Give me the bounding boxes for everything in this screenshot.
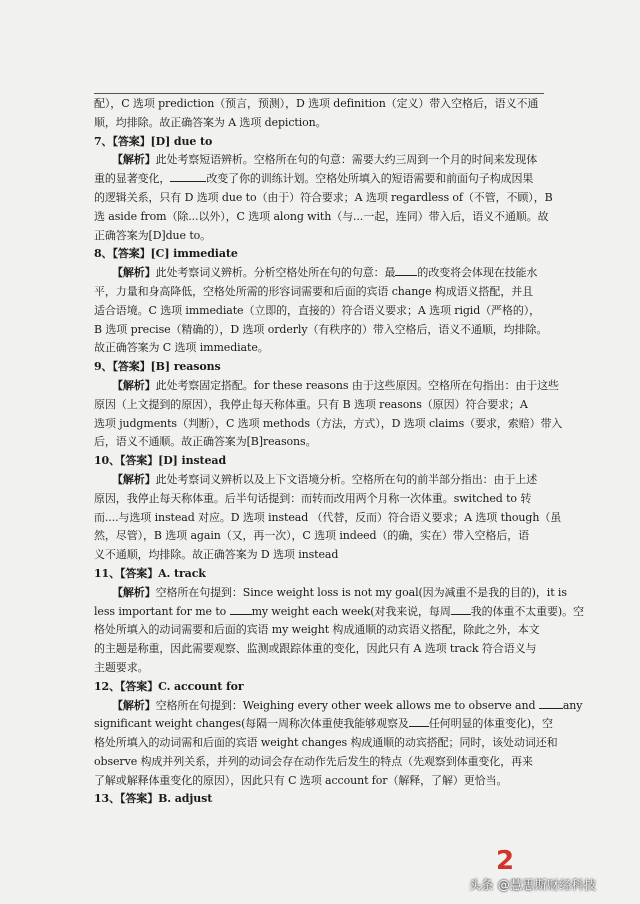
text-span: 配），C 选项 prediction（预言，预测），D 选项 definition（定义）带入空格后，语义不通 (94, 97, 539, 110)
answer-heading (94, 452, 546, 471)
analysis-label: 【解析】 (112, 378, 156, 392)
text-span: 格处所填入的动词需要和后面的宾语 my weight 构成通顺的动宾语义搭配，除此之外，本文 (94, 623, 540, 637)
text-line (94, 377, 559, 396)
text-span: 改变了你的训练计划。空格处所填入的短语需要和前面句子构成因果 (206, 172, 534, 186)
answer-heading (94, 565, 546, 584)
analysis-label: 【解析】 (112, 153, 156, 167)
text-span: significant weight changes(每隔一周称次体重使我能够观察及 (94, 717, 409, 731)
text-line (94, 603, 584, 622)
text-line (94, 546, 546, 565)
text-span: 我的体重不太重要)。空 (470, 604, 584, 618)
text-span: 12、【答案】C. account for (94, 679, 244, 693)
text-line (94, 509, 562, 528)
text-line (94, 659, 546, 678)
fill-blank (539, 697, 563, 709)
text-span: 选 aside from（除...以外），C 选项 along with（与...一起，连同）带入后，语义不通顺。故 (94, 209, 549, 223)
text-span: any (562, 698, 583, 712)
text-line (94, 227, 546, 246)
text-line (94, 697, 583, 716)
text-line (94, 339, 546, 358)
text-span: 空格所在句提到：Since weight loss is not my goal(因为减重不是我的目的)，it is (155, 585, 567, 599)
text-span: 主题要求。 (94, 660, 149, 674)
text-span: 的主题是称重，因此需要观察、监测或跟踪体重的变化，因此只有 A 选项 track 符合语义与 (94, 642, 537, 656)
text-span: 顺，均排除。故正确答案为 A 选项 depiction。 (94, 115, 327, 129)
text-line (94, 264, 546, 283)
text-span: less important for me to (94, 604, 230, 618)
text-line (94, 640, 546, 659)
text-line (94, 302, 546, 321)
text-span: 然，尽管），B 选项 again（又，再一次），C 选项 indeed（的确，实在）带入空格后，语 (94, 529, 530, 543)
text-line (94, 170, 546, 189)
text-span: 任何明显的体重变化)，空 (428, 717, 553, 731)
text-span: 格处所填入的动词需和后面的宾语 weight changes 构成通顺的动宾搭配；同时，该处动词还和 (94, 736, 558, 750)
text-span: 选项 judgments（判断），C 选项 methods（方法，方式），D 选项 claims（要求，索赔）带入 (94, 416, 563, 430)
text-line (94, 433, 546, 452)
page-number: 2 (496, 846, 515, 876)
fill-blank (409, 715, 429, 727)
text-span: 此处考察词义辨析。分析空格处所在句的句意：最 (155, 266, 396, 280)
text-line (94, 584, 567, 603)
answer-heading (94, 133, 546, 152)
text-line (94, 621, 546, 640)
fill-blank (451, 603, 471, 615)
text-span: B 选项 precise（精确的），D 选项 orderly（有秩序的）带入空格后，语义不通顺，均排除。 (94, 322, 548, 336)
text-line (94, 734, 558, 753)
text-line (94, 95, 546, 114)
text-line (94, 189, 553, 208)
header-rule (94, 93, 544, 94)
text-span: 的逻辑关系，只有 D 选项 due to（由于）符合要求；A 选项 regardless of（不管，不顾），B (94, 190, 553, 204)
text-line (94, 208, 549, 227)
text-span: 的改变将会体现在技能水 (417, 266, 538, 280)
text-line (94, 396, 546, 415)
text-span: 故正确答案为 C 选项 immediate。 (94, 341, 269, 355)
text-line (94, 527, 546, 546)
text-line (94, 283, 546, 302)
analysis-label: 【解析】 (112, 472, 156, 486)
text-span: observe 构成并列关系，并列的动词会存在动作先后发生的特点（先观察到体重变化，再来 (94, 754, 533, 768)
text-span: 正确答案为[D]due to。 (94, 228, 212, 242)
fill-blank (170, 170, 206, 182)
text-span: 平，力量和身高降低，空格处所需的形容词需要和后面的宾语 change 构成语义搭配，并且 (94, 284, 534, 298)
text-line (94, 471, 546, 490)
text-span: 此处考察词义辨析以及上下文语境分析。空格所在句的前半部分指出：由于上述 (155, 472, 538, 486)
analysis-label: 【解析】 (112, 585, 156, 599)
text-span: 13、【答案】B. adjust (94, 792, 213, 806)
fill-blank (230, 603, 252, 615)
text-span: 7、【答案】[D] due to (94, 134, 213, 148)
answer-heading (94, 245, 546, 264)
text-span: my weight each week(对我来说，每周 (251, 604, 451, 618)
text-line (94, 151, 546, 170)
text-line (94, 490, 546, 509)
document-body (94, 95, 584, 809)
text-span: 此处考察固定搭配。for these reasons 由于这些原因。空格所在句指出：由于这些 (155, 378, 559, 392)
text-line (94, 753, 546, 772)
analysis-label: 【解析】 (112, 698, 156, 712)
text-span: 而....与选项 instead 对应。D 选项 instead （代替，反而）符合语义要求；A 选项 though（虽 (94, 510, 562, 524)
text-line (94, 321, 546, 340)
analysis-label: 【解析】 (112, 266, 156, 280)
text-span: 重的显著变化， (94, 172, 171, 186)
text-span: 适合语境。C 选项 immediate（立即的，直接的）符合语义要求；A 选项 rigid（严格的）， (94, 303, 541, 317)
fill-blank (395, 264, 417, 276)
text-span: 此处考察短语辨析。空格所在句的句意：需要大约三周到一个月的时间来发现体 (155, 153, 538, 167)
text-span: 原因（上文提到的原因），我停止每天称体重。只有 B 选项 reasons（原因）符合要求；A (94, 397, 528, 411)
answer-heading (94, 790, 546, 809)
text-line (94, 715, 553, 734)
text-span: 11、【答案】A. track (94, 566, 206, 580)
text-span: 8、【答案】[C] immediate (94, 247, 238, 261)
text-span: 10、【答案】[D] instead (94, 454, 227, 468)
text-span: 了解或解释体重变化的原因），因此只有 C 选项 account for（解释，了解）更恰当。 (94, 773, 508, 787)
answer-heading (94, 358, 546, 377)
text-span: 义不通顺，均排除。故正确答案为 D 选项 instead (94, 548, 339, 562)
text-span: 原因，我停止每天称体重。后半句话提到：而转而改用两个月称一次体重。switched to 转 (94, 491, 532, 505)
text-line (94, 772, 546, 791)
text-span: 空格所在句提到：Weighing every other week allows me to observe and (155, 698, 539, 712)
text-line (94, 114, 546, 133)
text-line (94, 415, 563, 434)
text-span: 9、【答案】[B] reasons (94, 360, 221, 374)
text-span: 后，语义不通顺。故正确答案为[B]reasons。 (94, 435, 317, 449)
answer-heading (94, 678, 546, 697)
watermark: 头条 @慧思斯财经科技 (469, 878, 597, 892)
